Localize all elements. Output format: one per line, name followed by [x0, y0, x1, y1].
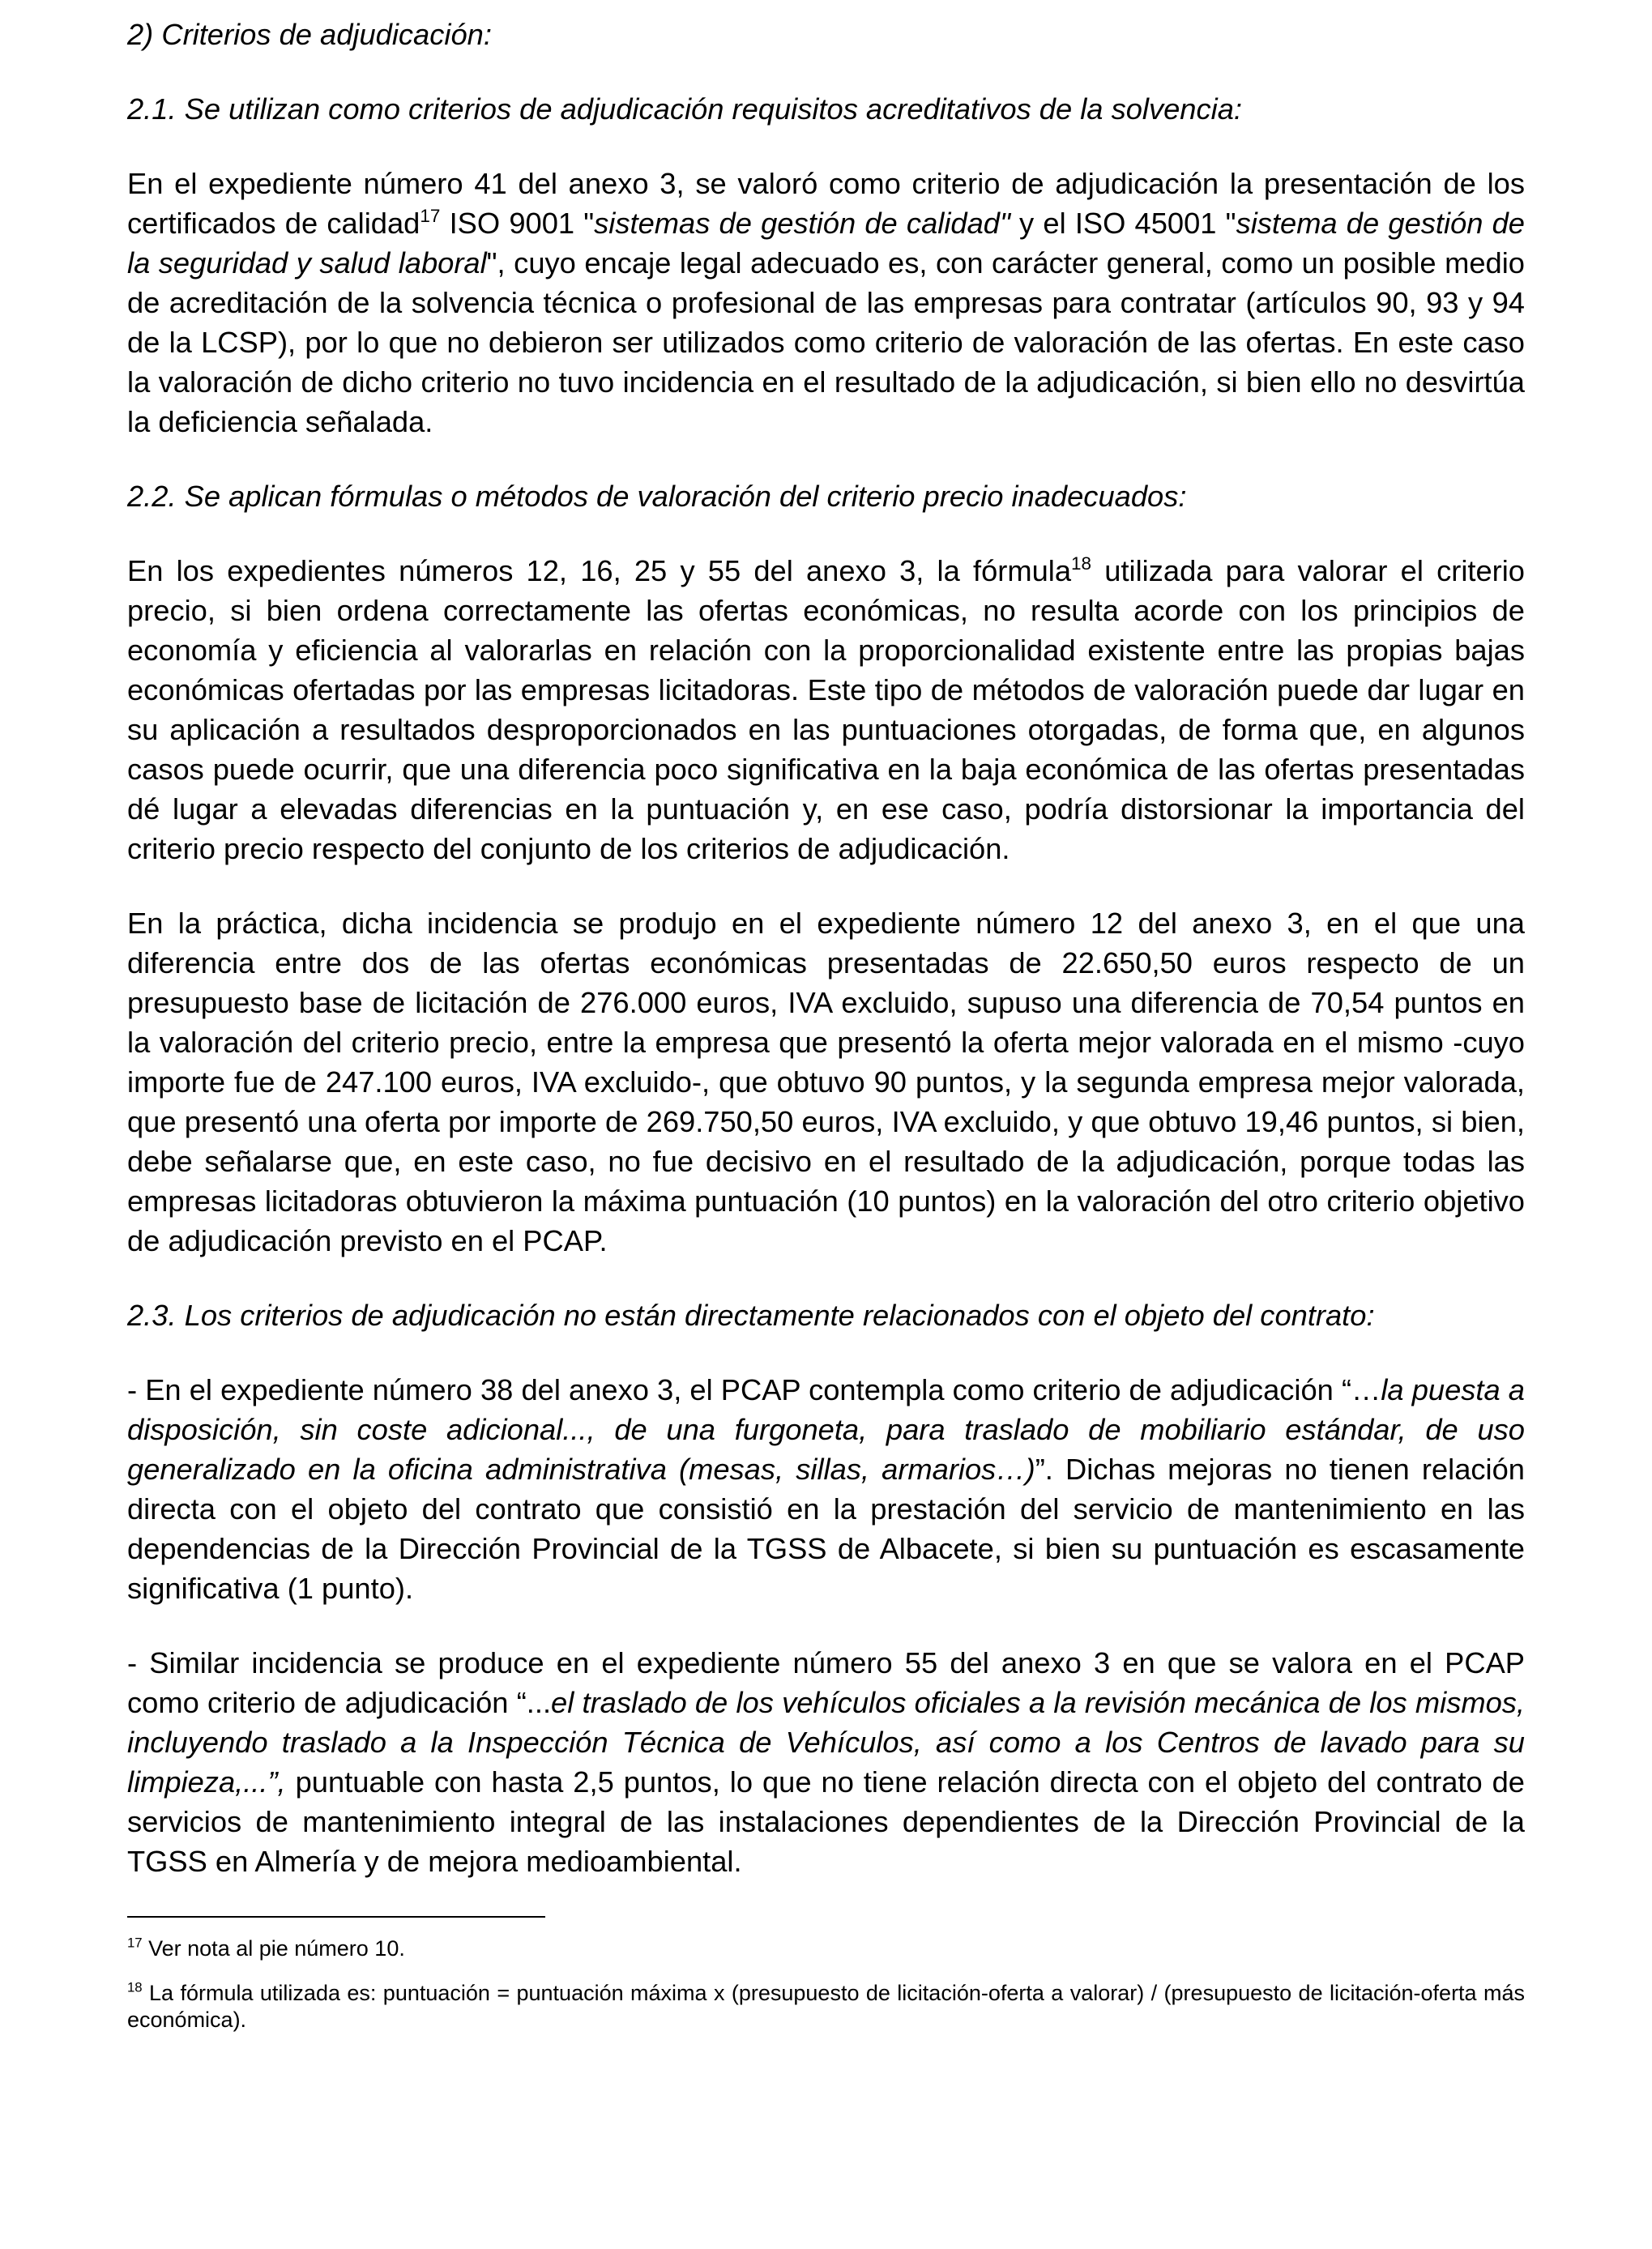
text-run: y el ISO 45001 ": [1010, 207, 1236, 240]
text-run: - En el expediente número 38 del anexo 3, el PCAP contempla como criterio de adjudicación “…: [127, 1373, 1381, 1406]
subsection-heading-2-3: 2.3. Los criterios de adjudicación no están directamente relacionados con el objeto del contrato:: [127, 1299, 1375, 1332]
document-page: [127, 15, 1525, 2051]
italic-quote: la puesta a disposición, sin coste adicional..., de una furgoneta, para traslado de mobiliario estándar, de uso generalizado en la oficina administrativa (mesas, sillas, armarios…): [127, 1373, 1525, 1486]
footnote-17: [127, 1935, 1525, 1962]
text-run: ISO 9001 ": [440, 207, 595, 240]
footnote-number: 18: [127, 1979, 143, 1995]
text-run: ", cuyo encaje legal adecuado es, con carácter general, como un posible medio de acreditación de la solvencia técnica o profesional de las empresas para contratar (artículos 90, 93 y 94 de la LCSP), por lo que no debieron ser utilizados como criterio de valoración de las ofertas. En este caso la valoración de dicho criterio no tuvo incidencia en el resultado de la adjudicación, si bien ello no desvirtúa la deficiencia señalada.: [127, 246, 1525, 438]
text-run: utilizada para valorar el criterio precio, si bien ordena correctamente las ofertas económicas, no resulta acorde con los principios de economía y eficiencia al valorarlas en relación con la proporcionalidad existente entre las propias bajas económicas ofertadas por las empresas licitadoras. Este tipo de métodos de valoración puede dar lugar en su aplicación a resultados desproporcionados en las puntuaciones otorgadas, de forma que, en algunos casos puede ocurrir, que una diferencia poco significativa en la baja económica de las ofertas presentadas dé lugar a elevadas diferencias en la puntuación y, en ese caso, podría distorsionar la importancia del criterio precio respecto del conjunto de los criterios de adjudicación.: [127, 554, 1525, 865]
paragraph-2-3-b: [127, 1643, 1525, 1881]
text-run: puntuable con hasta 2,5 puntos, lo que no tiene relación directa con el objeto del contrato de servicios de mantenimiento integral de las instalaciones dependientes de la Dirección Provincial de la TGSS en Almería y de mejora medioambiental.: [127, 1765, 1525, 1878]
section-title: 2) Criterios de adjudicación:: [127, 18, 492, 51]
text-run: ”. Dichas mejoras no tienen relación directa con el objeto del contrato que consistió en la prestación del servicio de mantenimiento en las dependencias de la Dirección Provincial de la TGSS de Albacete, si bien su puntuación es escasamente significativa (1 punto).: [127, 1453, 1525, 1605]
subsection-heading-2-1: 2.1. Se utilizan como criterios de adjudicación requisitos acreditativos de la solvencia:: [127, 92, 1242, 126]
paragraph-2-2-a: [127, 551, 1525, 868]
footnote-ref-18: 18: [1071, 553, 1092, 574]
paragraph-2-1: [127, 164, 1525, 442]
text-run: - Similar incidencia se produce en el expediente número 55 del anexo 3 en que se valora en el PCAP como criterio de adjudicación “...: [127, 1646, 1525, 1719]
italic-quote: el traslado de los vehículos oficiales a la revisión mecánica de los mismos, incluyendo traslado a la Inspección Técnica de Vehículos, así como a los Centros de lavado para su limpieza,...”,: [127, 1686, 1525, 1799]
subsection-heading-2-2: 2.2. Se aplican fórmulas o métodos de valoración del criterio precio inadecuados:: [127, 480, 1187, 513]
paragraph-2-2-b: En la práctica, dicha incidencia se produjo en el expediente número 12 del anexo 3, en el que una diferencia entre dos de las ofertas económicas presentadas de 22.650,50 euros respecto de un presupuesto base de licitación de 276.000 euros, IVA excluido, supuso una diferencia de 70,54 puntos en la valoración del criterio precio, entre la empresa que presentó la oferta mejor valorada en el mismo -cuyo importe fue de 247.100 euros, IVA excluido-, que obtuvo 90 puntos, y la segunda empresa mejor valorada, que presentó una oferta por importe de 269.750,50 euros, IVA excluido, y que obtuvo 19,46 puntos, si bien, debe señalarse que, en este caso, no fue decisivo en el resultado de la adjudicación, porque todas las empresas licitadoras obtuvieron la máxima puntuación (10 puntos) en la valoración del otro criterio objetivo de adjudicación previsto en el PCAP.: [127, 907, 1525, 1257]
footnote-ref-17: 17: [420, 206, 441, 227]
footnote-text: La fórmula utilizada es: puntuación = puntuación máxima x (presupuesto de licitación-oferta a valorar) / (presupuesto de licitación-oferta más económica).: [127, 1981, 1525, 2032]
footnote-18: [127, 1980, 1525, 2033]
footnote-separator: [127, 1916, 545, 1918]
text-run: En los expedientes números 12, 16, 25 y 55 del anexo 3, la fórmula: [127, 554, 1072, 587]
text-run: En el expediente número 41 del anexo 3, se valoró como criterio de adjudicación la presentación de los certificados de calidad: [127, 167, 1525, 240]
paragraph-2-3-a: [127, 1370, 1525, 1608]
italic-quote: sistemas de gestión de calidad": [594, 207, 1010, 240]
footnote-text: Ver nota al pie número 10.: [142, 1936, 405, 1961]
italic-quote: sistema de gestión de la seguridad y salud laboral: [127, 207, 1525, 280]
footnote-number: 17: [127, 1935, 143, 1951]
